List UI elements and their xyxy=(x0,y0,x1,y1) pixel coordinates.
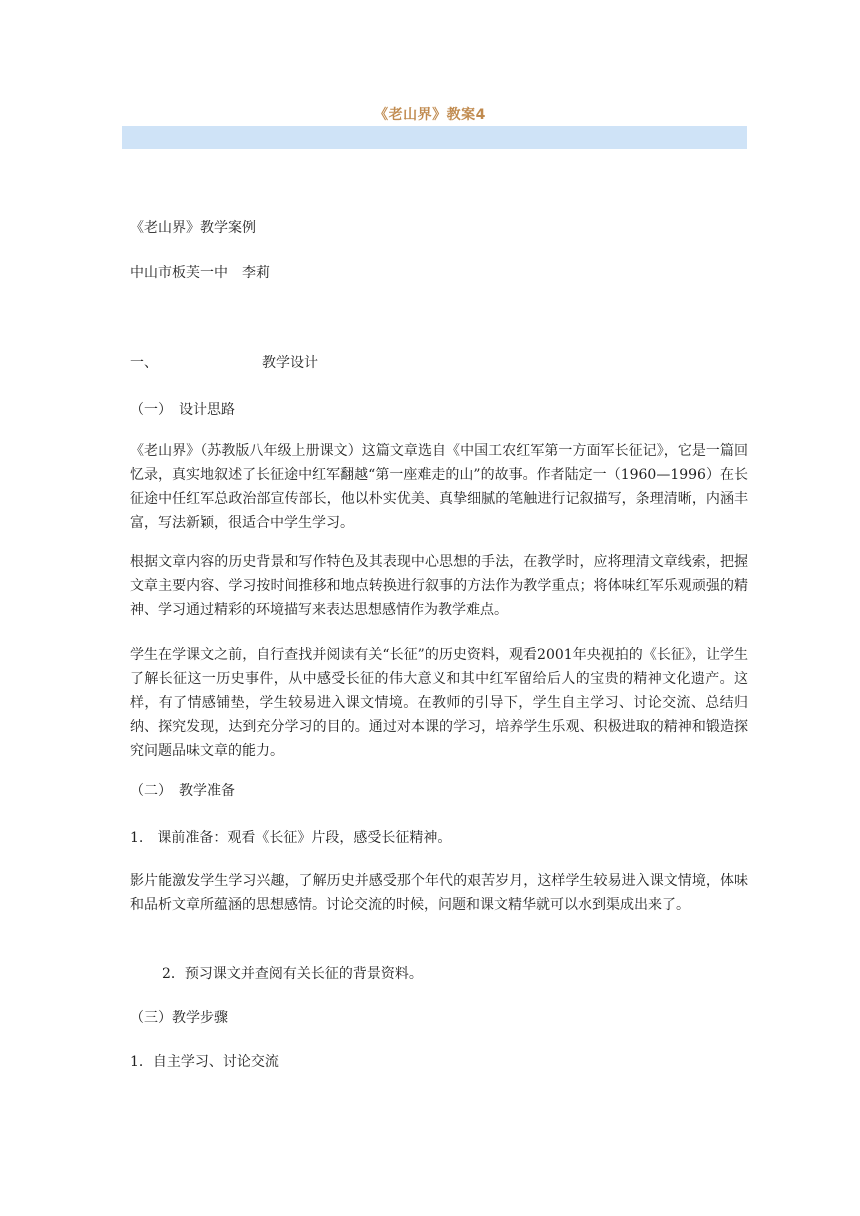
section-heading-one xyxy=(130,351,748,375)
paragraph-teaching-focus: 根据文章内容的历史背景和写作特色及其表现中心思想的手法，在教学时，应将理清文章线索，把握文章主要内容、学习按时间推移和地点转换进行叙事的方法作为教学重点；将体味红军乐观顽强的精神、学习通过精彩的环境描写来表达思想感情作为教学难点。 xyxy=(130,554,748,618)
section-number: 一、 xyxy=(130,355,158,371)
section-label: 教学设计 xyxy=(262,355,318,371)
author-line: 中山市板芙一中 李莉 xyxy=(130,265,270,281)
paragraph-film-benefit: 影片能激发学生学习兴趣，了解历史并感受那个年代的艰苦岁月，这样学生较易进入课文情境，体味和品析文章所蕴涵的思想感情。讨论交流的时候，问题和课文精华就可以水到渠成出来了。 xyxy=(130,873,748,913)
part-one-heading: （一） 设计思路 xyxy=(130,402,235,418)
document-title: 《老山界》教案4 xyxy=(374,107,486,123)
paragraph-design-ideas: 《老山界》（苏教版八年级上册课文）这篇文章选自《中国工农红军第一方面军长征记》，它是一篇回忆录，真实地叙述了长征途中红军翻越“第一座难走的山”的故事。作者陆定一（1960—1996）在长征途中任红军总政治部宣传部长，他以朴实优美、真挚细腻的笔触进行记叙描写，条理清晰，内涵丰富，写法新颖，很适合中学生学习。 xyxy=(130,443,748,531)
part-three-heading: （三）教学步骤 xyxy=(130,1010,228,1026)
part-two-heading: （二） 教学准备 xyxy=(130,783,235,799)
title-banner-bar xyxy=(122,126,747,149)
prep-item-1: 1. 课前准备：观看《长征》片段，感受长征精神。 xyxy=(130,830,452,846)
paragraph-student-preparation: 学生在学课文之前，自行查找并阅读有关“长征”的历史资料，观看2001年央视拍的《长征》，让学生了解长征这一历史事件，从中感受长征的伟大意义和其中红军留给后人的宝贵的精神文化遗产。这样，有了情感铺垫，学生较易进入课文情境。在教师的引导下，学生自主学习、讨论交流、总结归纳、探究发现，达到充分学习的目的。通过对本课的学习，培养学生乐观、积极进取的精神和锻造探究问题品味文章的能力。 xyxy=(130,647,748,759)
step-item-1: 1．自主学习、讨论交流 xyxy=(130,1054,279,1070)
document-subtitle: 《老山界》教学案例 xyxy=(130,220,256,236)
prep-item-2: 2．预习课文并查阅有关长征的背景资料。 xyxy=(162,966,423,982)
